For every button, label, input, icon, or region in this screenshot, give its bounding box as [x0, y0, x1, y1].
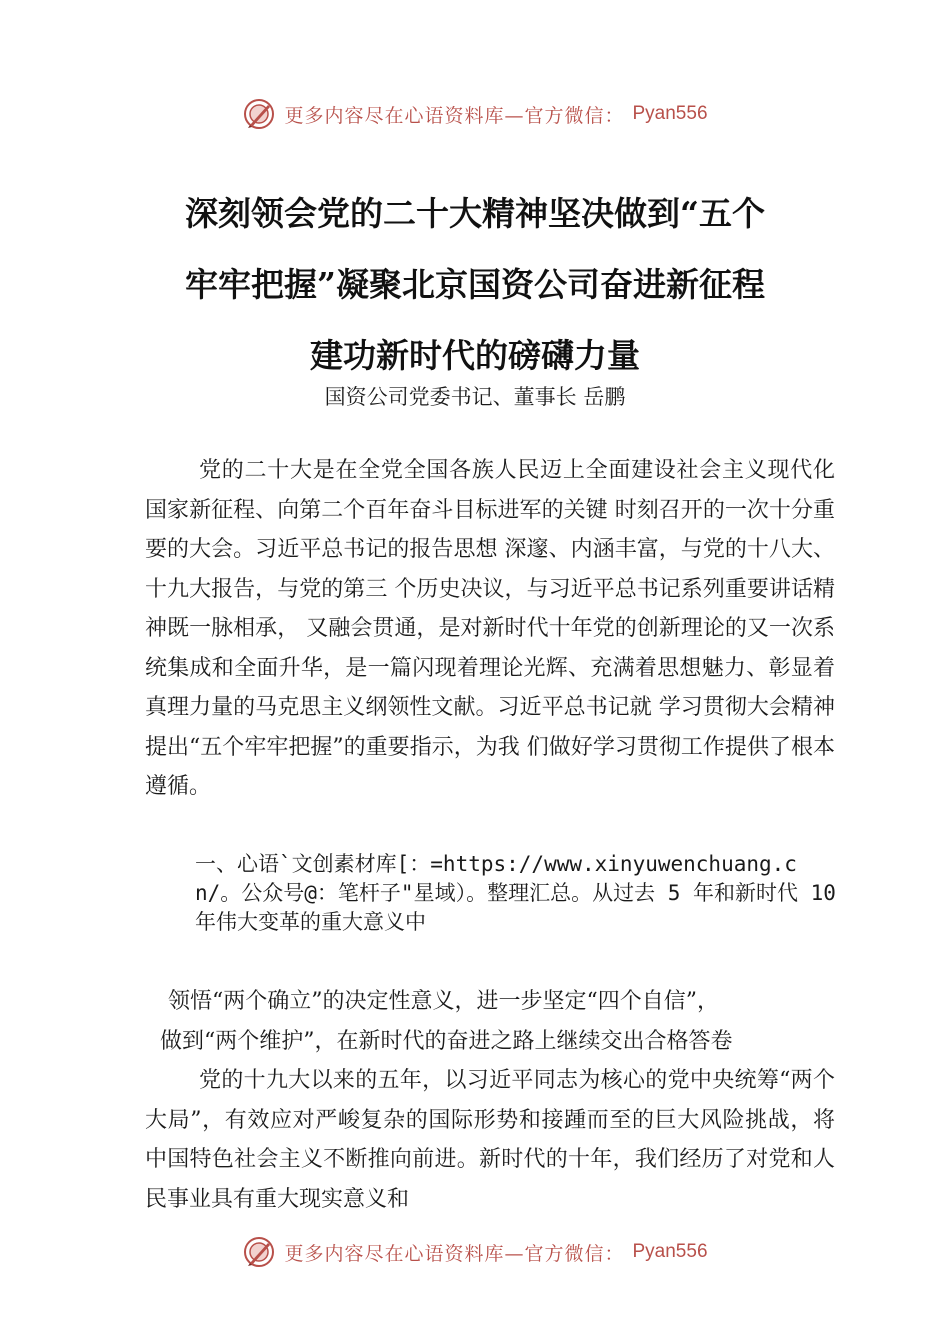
watermark-text: 更多内容尽在心语资料库—官方微信：	[284, 1242, 625, 1265]
watermark-wechat-id: Pyan556	[632, 1241, 708, 1262]
section-heading-1-cont-1: 领悟“两个确立”的决定性意义，进一步坚定“四个自信”，	[168, 989, 719, 1014]
watermark-banner-top	[0, 92, 950, 136]
section-heading-1-cont-2: 做到“两个维护”，在新时代的奋进之路上继续交出合格答卷	[160, 1029, 733, 1054]
title-line-2: 牢牢把握”凝聚北京国资公司奋进新征程	[185, 265, 765, 304]
title-line-1: 深刻领会党的二十大精神坚决做到“五个	[185, 194, 765, 233]
pen-logo-icon	[242, 97, 276, 131]
watermark-text: 更多内容尽在心语资料库—官方微信：	[284, 104, 625, 127]
paragraph-2: 党的十九大以来的五年，以习近平同志为核心的党中央统筹“两个大局”，有效应对严峻复杂的国际形势和接踵而至的巨大风险挑战，将中国特色社会主义不断推向前进。新时代的十年，我们经历了对党和人民事业具有重大现实意义和	[145, 1068, 835, 1212]
title-line-3: 建功新时代的磅礴力量	[310, 336, 640, 375]
paragraph-1: 党的二十大是在全党全国各族人民迈上全面建设社会主义现代化国家新征程、向第二个百年奋斗目标进军的关键 时刻召开的一次十分重要的大会。习近平总书记的报告思想 深邃、内涵丰富，与党的十八大、十九大报告，与党的第三 个历史决议，与习近平总书记系列重要讲话精神既一脉相承， 又融会贯通，是对新时代十年党的创新理论的又一次系统集成和全面升华，是一篇闪现着理论光辉、充满着思想魅力、彰显着真理力量的马克思主义纲领性文献。习近平总书记就 学习贯彻大会精神提出“五个牢牢把握”的重要指示，为我 们做好学习贯彻工作提供了根本遵循。	[145, 458, 835, 799]
watermark-wechat-id: Pyan556	[632, 103, 708, 124]
pen-logo-icon	[242, 1235, 276, 1269]
document-title	[140, 178, 810, 391]
author-line: 国资公司党委书记、董事长 岳鹏	[324, 385, 626, 409]
section-heading-1: 一、心语`文创素材库[：=https://www.xinyuwenchuang.cn/。公众号@：笔杆子"星域）。整理汇总。从过去 5 年和新时代 10 年伟大变革的重大意义中	[195, 852, 849, 934]
watermark-banner-bottom	[0, 1230, 950, 1274]
